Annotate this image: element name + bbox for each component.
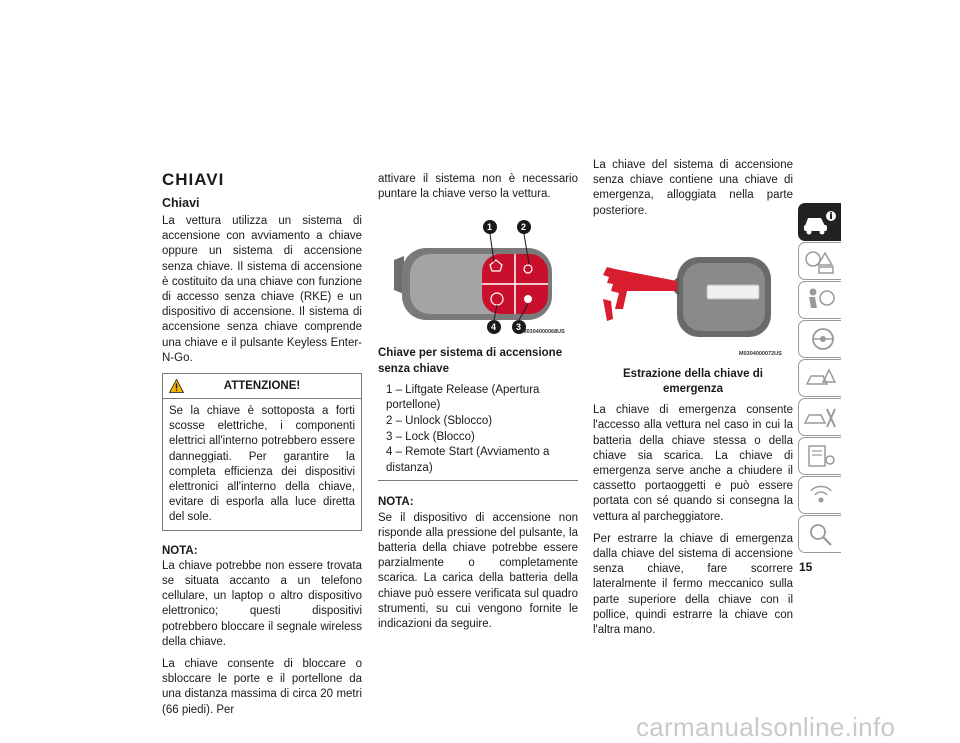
tab-driving[interactable] — [798, 320, 841, 358]
legend-item: 1 – Liftgate Release (Apertura portellone) — [386, 383, 540, 412]
callout-3: 3 — [516, 322, 522, 333]
key-fob-illustration — [378, 210, 578, 340]
note-label: NOTA: — [162, 544, 198, 557]
note-text: La chiave potrebbe non essere trovata se situata accanto a un telefono cellulare, un laptop o altro dispositivo elettronico; questi dispositivi potrebbero bloccare il segnale wireless della chiave. — [162, 559, 362, 648]
callout-2: 2 — [521, 222, 527, 233]
tab-dashboard[interactable] — [798, 242, 841, 280]
legend-list — [386, 383, 578, 477]
callout-1: 1 — [487, 222, 493, 233]
warning-title: ATTENZIONE! — [223, 380, 301, 393]
index-search-icon — [799, 516, 841, 552]
column-3 — [593, 158, 793, 645]
roadside-emergency-icon — [799, 360, 841, 396]
page-number: 15 — [799, 560, 813, 574]
note-text: Se il dispositivo di accensione non risponde alla pressione del pulsante, la batteria della chiave potrebbe essere parzialmente o completamente scarica. La carica della batteria della chiave può essere verificata sul quadro strumenti, su cui vengono fornite le indicazioni da seguire. — [378, 511, 578, 630]
car-service-icon — [799, 399, 841, 435]
figure-code: M0304000068US — [522, 329, 565, 336]
section-title: CHIAVI — [162, 170, 225, 189]
legend-item: 2 – Unlock (Sblocco) — [386, 415, 493, 427]
emergency-key-figure — [593, 229, 793, 359]
callout-4: 4 — [491, 322, 497, 333]
range-paragraph: La chiave consente di bloccare o sbloccare le porte e il portellone da una distanza massima di circa 20 metri (66 piedi). Per — [162, 658, 362, 716]
figure-code: M0304000072US — [739, 350, 782, 357]
warning-header — [163, 374, 361, 399]
tab-specifications[interactable] — [798, 437, 841, 475]
note-label: NOTA: — [378, 496, 414, 509]
continued-paragraph: attivare il sistema non è necessario puntare la chiave verso la vettura. — [378, 173, 578, 201]
column-1 — [162, 214, 362, 725]
tab-index[interactable] — [798, 515, 841, 553]
car-info-icon — [799, 204, 841, 240]
extraction-paragraph: Per estrarre la chiave di emergenza dalla chiave del sistema di accensione senza chiave, fare scorrere lateralmente il fermo meccanico sulla parte superiore della chiave con il pollice, quindi estrarre la chiave con l'altra mano. — [593, 532, 793, 637]
figure-caption: Chiave per sistema di accensione senza chiave — [378, 347, 563, 375]
key-fob-figure — [378, 210, 578, 340]
emergency-key-paragraph: La chiave di emergenza consente l'accesso alla vettura nel caso in cui la batteria della chiave stessa o della chiave sia scarica. La chiave di emergenza serve anche a chiudere il cassetto portaoggetti e può essere portata con sé quando si consegna la vettura al parcheggiatore. — [593, 404, 793, 523]
watermark: carmanualsonline.info — [636, 712, 896, 742]
tab-multimedia[interactable] — [798, 476, 841, 514]
tab-service[interactable] — [798, 398, 841, 436]
column-2 — [378, 172, 578, 639]
figure-caption: Estrazione della chiave di emergenza — [623, 367, 763, 396]
seat-safety-icon — [799, 282, 841, 318]
tab-emergency[interactable] — [798, 359, 841, 397]
dashboard-warning-icon — [799, 243, 841, 279]
multimedia-icon — [799, 477, 841, 513]
legend-item: 3 – Lock (Blocco) — [386, 430, 475, 443]
emergency-key-illustration — [593, 229, 793, 359]
tab-car-info[interactable] — [798, 203, 841, 241]
subsection-title: Chiavi — [162, 196, 200, 210]
steering-wheel-icon — [799, 321, 841, 357]
legend-item: 4 – Remote Start (Avviamento a distanza) — [386, 446, 550, 474]
tab-safety[interactable] — [798, 281, 841, 319]
intro-paragraph: La chiave del sistema di accensione senza chiave contiene una chiave di emergenza, alloggiata nella parte posteriore. — [593, 159, 793, 217]
intro-paragraph: La vettura utilizza un sistema di accensione con avviamento a chiave oppure un sistema di accensione senza chiave. Il sistema di accensione è costituito da una chiave con funzione di accesso senza chiave (RKE) e un dispositivo di accensione. Il sistema di accensione senza chiave comprende una chiave e il pulsante Keyless Enter-N-Go. — [162, 215, 362, 364]
specifications-icon — [799, 438, 841, 474]
warning-text: Se la chiave è sottoposta a forti scosse elettriche, i componenti elettrici all'interno potrebbero essere danneggiati. Per garantire la completa efficienza dei dispositivi elettronici all'interno della chiave, evitare di esporla alla luce diretta del sole. — [169, 405, 355, 524]
warning-box — [162, 373, 362, 531]
